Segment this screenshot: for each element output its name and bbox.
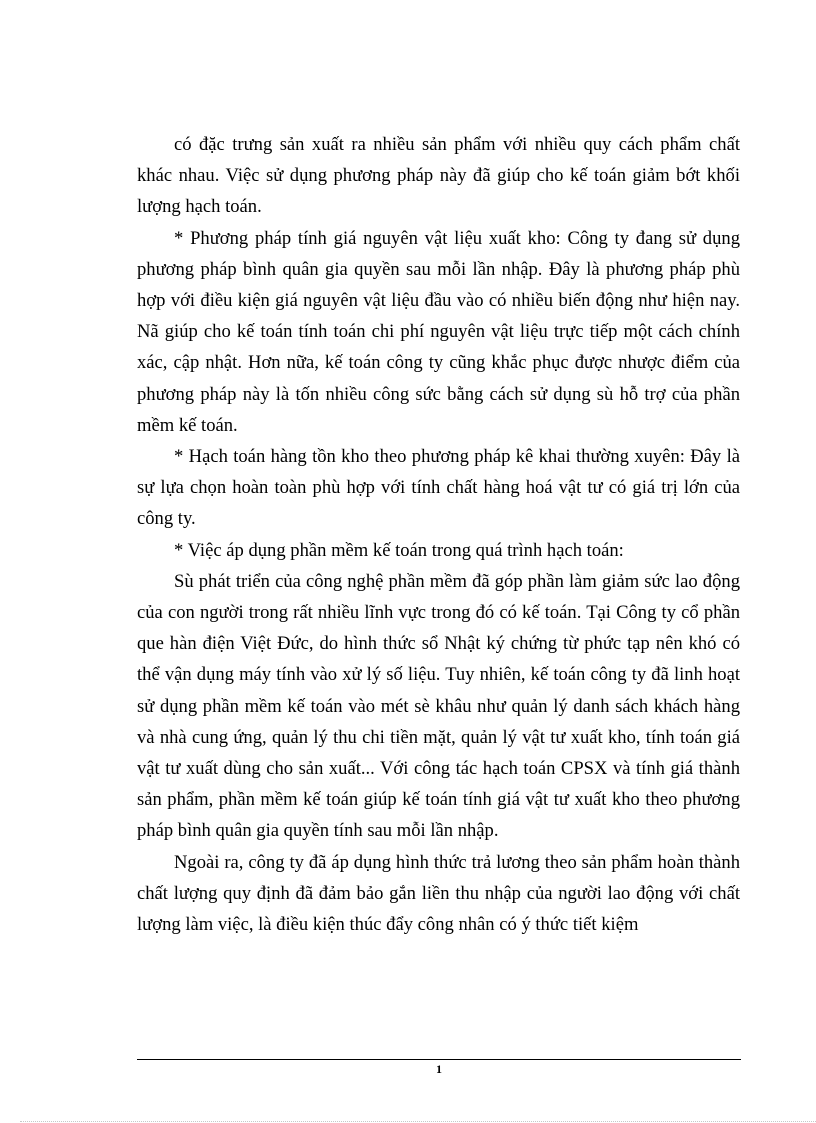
paragraph-inventory-accounting: * Hạch toán hàng tồn kho theo phương pháp kê khai thường xuyên: Đây là sự lựa chọn hoàn toàn phù hợp với tính chất hàng hoá vật tư có giá trị lớn của công ty. — [137, 446, 740, 530]
paragraph-software-heading: * Việc áp dụng phần mềm kế toán trong quá trình hạch toán: — [174, 539, 624, 561]
paragraph-software-development: Sù phát triển của công nghệ phần mềm đã góp phần làm giảm sức lao động của con người trong rất nhiều lĩnh vực trong đó có kế toán. Tại Công ty cổ phần que hàn điện Việt Đức, do hình thức sổ Nhật ký chứng từ phức tạp nên khó có thể vận dụng máy tính vào xử lý số liệu. Tuy nhiên, kế toán công ty đã linh hoạt sử dụng phần mềm kế toán vào mét sè khâu như quản lý danh sách khách hàng và nhà cung ứng, quản lý thu chi tiền mặt, quản lý vật tư xuất kho, tính toán giá vật tư xuất dùng cho sản xuất... Với công tác hạch toán CPSX và tính giá thành sản phẩm, phần mềm kế toán giúp kế toán tính giá vật tư xuất kho theo phương pháp bình quân gia quyền tính sau mỗi lần nhập. — [137, 570, 740, 842]
paragraph-continuation: có đặc trưng sản xuất ra nhiều sản phẩm với nhiều quy cách phẩm chất khác nhau. Việc sử dụng phương pháp này đã giúp cho kế toán giảm bớt khối lượng hạch toán. — [137, 134, 740, 218]
paragraph-pricing-method: * Phương pháp tính giá nguyên vật liệu xuất kho: Công ty đang sử dụng phương pháp bình quân gia quyền sau mỗi lần nhập. Đây là phương pháp phù hợp với điều kiện giá nguyên vật liệu đầu vào có nhiều biến động như hiện nay. Nã giúp cho kế toán tính toán chi phí nguyên vật liệu trực tiếp một cách chính xác, cập nhật. Hơn nữa, kế toán công ty cũng khắc phục được nhược điểm của phương pháp này là tốn nhiều công sức bằng cách sử dụng sù hỗ trợ của phần mềm kế toán. — [137, 227, 740, 436]
page-edge-divider — [20, 1121, 816, 1122]
paragraph-wage-policy: Ngoài ra, công ty đã áp dụng hình thức trả lương theo sản phẩm hoàn thành chất lượng quy định đã đảm bảo gắn liền thu nhập của người lao động với chất lượng làm việc, là điều kiện thúc đẩy công nhân có ý thức tiết kiệm — [137, 851, 740, 936]
footer-divider — [137, 1059, 741, 1060]
page-number: 1 — [436, 1062, 442, 1076]
body-text — [137, 129, 740, 940]
